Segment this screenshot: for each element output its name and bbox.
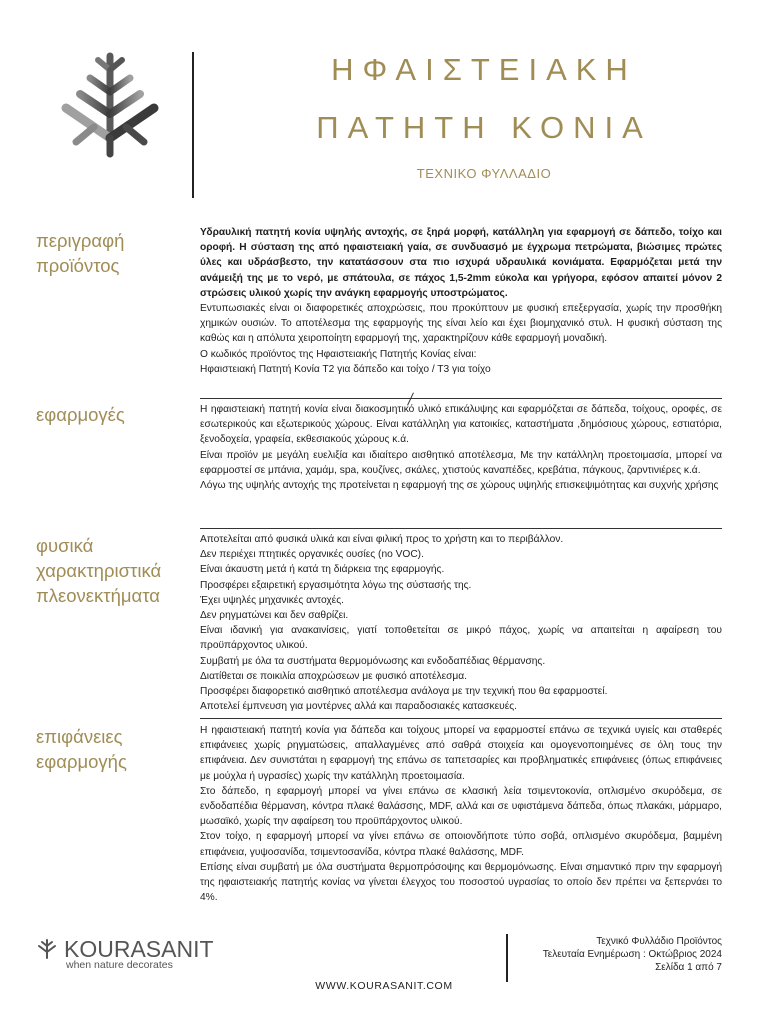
section-title-characteristics: φυσικά χαρακτηριστικά πλεονεκτήματα [36, 535, 162, 606]
paragraph: Υδραυλική πατητή κονία υψηλής αντοχής, σε ξηρά μορφή, κατάλληλη για εφαρμογή σε δάπεδο, τοίχο και οροφή. Η σύσταση της από ηφαιστειακή γαία, σε συνδυασμό με έγχρωμα πετρώματα, βιώσιμες πρώτες ύλες και υδράσβεστο, την κατατάσσουν στα πιο ισχυρά υδραυλικά κονιάματα. Εφαρμόζεται μετά την ανάμειξή της με το νερό, με σπάτουλα, σε πάχος 1,5-2mm εύκολα και γρήγορα, εφόσον απαιτεί μόνον 2 στρώσεις υλικού χωρίς την ανάγκη εφαρμογής υποστρώματος. [200, 227, 722, 299]
website-link[interactable]: WWW.KOURASANIT.COM [315, 980, 453, 992]
paragraph: Η ηφαιστειακή πατητή κονία για δάπεδα και τοίχους μπορεί να εφαρμοστεί επάνω σε τεχνικά υγιείς και σταθερές επιφάνειες χωρίς ρηγματώσεις, απαλλαγμένες από σαθρά στοιχεία και ομογενοποιημένες σε όλη τους την επιφάνεια. Δεν συνιστάται η εφαρμογή της επάνω σε ταπετσαρίες και προβληματικές επιφάνειες (όπως επιφάνειες με μούχλα ή υγρασίες) χωρίς την κατάλληλη προετοιμασία. [200, 725, 722, 782]
brand-tagline: when nature decorates [66, 959, 173, 971]
section-body-applications [200, 402, 722, 493]
title-line-1: ΗΦΑΙΣΤΕΙΑΚΗ [331, 52, 637, 87]
paragraph: Η ηφαιστειακή πατητή κονία είναι διακοσμητικό υλικό επικάλυψης και εφαρμόζεται σε δάπεδα, τοίχους, οροφές, σε εσωτερικούς και εξωτερικούς χώρους. Είναι κατάλληλη για κατοικίες, καταστήματα ,δημόσιους χώρους, εστιατόρια, ξενοδοχεία, γραφεία, εκθεσιακούς χώρους κ.ά. [200, 404, 722, 446]
paragraph: Είναι ιδανική για ανακαινίσεις, γιατί τοποθετείται σε μικρό πάχος, χωρίς να απαιτείται η αφαίρεση του προϋπάρχοντος υλικού. [200, 625, 722, 652]
section-body-description [200, 225, 722, 377]
section-divider [200, 398, 722, 399]
brand-name: KOURASANIT [64, 936, 214, 962]
section-title-description: περιγραφή προϊόντος [36, 230, 125, 276]
page-number: Σελίδα 1 από 7 [655, 962, 722, 973]
section-body-surfaces [200, 723, 722, 905]
paragraph: Λόγω της υψηλής αντοχής της προτείνεται η εφαρμογή της σε χώρους υψηλής επισκεψιμότητας και συχνής χρήσης [200, 480, 719, 492]
document-info [543, 935, 722, 974]
paragraph: Δεν περιέχει πτητικές οργανικές ουσίες (no VOC). [200, 549, 424, 561]
paragraph: Διατίθεται σε ποικιλία αποχρώσεων με φυσικό αποτέλεσμα. [200, 670, 468, 682]
paragraph: Ο κωδικός προϊόντος της Ηφαιστειακής Πατητής Κονίας είναι: [200, 348, 477, 360]
paragraph: Στο δάπεδο, η εφαρμογή μπορεί να γίνει επάνω σε κλασική λεία τσιμεντοκονία, οπλισμένο σκυρόδεμα, σε ενδοδαπέδια θέρμανση, κόντρα πλακέ θαλάσσης, MDF, αλλά και σε υφιστάμενα δάπεδα, όπως πλακάκι, μάρμαρο, μωσαϊκό, χωρίς την αφαίρεση του προϋπάρχοντος υλικού. [200, 785, 722, 828]
last-updated: Τελευταία Ενημέρωση : Οκτώβριος 2024 [542, 949, 722, 960]
paragraph: Συμβατή με όλα τα συστήματα θερμομόνωσης και ενδοδαπέδιας θέρμανσης. [200, 655, 546, 667]
paragraph: Ηφαιστειακή Πατητή Κονία Τ2 για δάπεδο και τοίχο / Τ3 για τοίχο [200, 363, 491, 375]
section-divider [200, 718, 722, 719]
paragraph: Δεν ρηγματώνει και δεν σαθρίζει. [200, 610, 349, 622]
section-title-applications: εφαρμογές [36, 404, 125, 425]
document-subtitle: ΤΕΧΝΙΚΟ ΦΥΛΛΑΔΙΟ [416, 166, 552, 181]
section-title-surfaces: επιφάνειες εφαρμογής [36, 726, 127, 772]
paragraph: Αποτελείται από φυσικά υλικά και είναι φιλική προς το χρήστη και το περιβάλλον. [200, 534, 564, 545]
footer-divider [506, 934, 508, 982]
header-divider [192, 52, 194, 198]
section-body-characteristics [200, 532, 722, 714]
paragraph: Είναι άκαυστη μετά ή κατά τη διάρκεια της εφαρμογής. [200, 564, 445, 576]
brand-tree-logo [56, 50, 164, 162]
section-divider [200, 528, 722, 529]
tree-icon [36, 938, 58, 960]
paragraph: Επίσης είναι συμβατή με όλα συστήματα θερμοπρόσοψης και θερμομόνωσης. Είναι σημαντικό πριν την εφαρμογή της ηφαιστειακής πατητής κονίας να γίνεται έλεγχος του ποσοστού υγρασίας το οποίο δεν πρέπει να ξεπερνάει το 4%. [200, 861, 722, 904]
paragraph: Στον τοίχο, η εφαρμογή μπορεί να γίνει επάνω σε οποιονδήποτε τύπο σοβά, οπλισμένο σκυρόδεμα, βαμμένη επιφάνεια, γυψοσανίδα, τσιμεντοσανίδα, κόντρα πλακέ θαλάσσης, MDF. [200, 831, 722, 858]
doc-type: Τεχνικό Φυλλάδιο Προϊόντος [596, 936, 722, 947]
paragraph: Προσφέρει διαφορετικό αισθητικό αποτέλεσμα ανάλογα με την τεχνική που θα εφαρμοστεί. [200, 686, 608, 698]
paragraph: Έχει υψηλές μηχανικές αντοχές. [200, 594, 344, 606]
paragraph: Είναι προϊόν με μεγάλη ευελιξία και ιδιαίτερο αισθητικό αποτέλεσμα, Με την κατάλληλη προετοιμασία, μπορεί να εφαρμοστεί σε μπάνια, χαμάμ, spa, κουζίνες, σκάλες, χτιστούς καναπέδες, κρεβάτια, πάγκους, ζαρντινιέρες κ.ά. [200, 449, 722, 476]
title-line-2: ΠΑΤΗΤΗ ΚΟΝΙΑ [316, 110, 652, 145]
paragraph: Προσφέρει εξαιρετική εργασιμότητα λόγω της σύστασής της. [200, 579, 472, 591]
paragraph: Αποτελεί έμπνευση για μοντέρνες αλλά και παραδοσιακές κατασκευές. [200, 701, 517, 713]
paragraph: Εντυπωσιακές είναι οι διαφορετικές αποχρώσεις, που προκύπτουν με φυσική επεξεργασία, χωρίς την προσθήκη χημικών ουσιών. Το αποτέλεσμα της εφαρμογής της είναι λείο και έχει βιομηχανικό στυλ. Η φυσική σύσταση της καθώς και η απόλυτα χειροποίητη εφαρμογή της, χαρακτηρίζουν κάθε εφαρμογή μοναδική. [200, 303, 722, 345]
